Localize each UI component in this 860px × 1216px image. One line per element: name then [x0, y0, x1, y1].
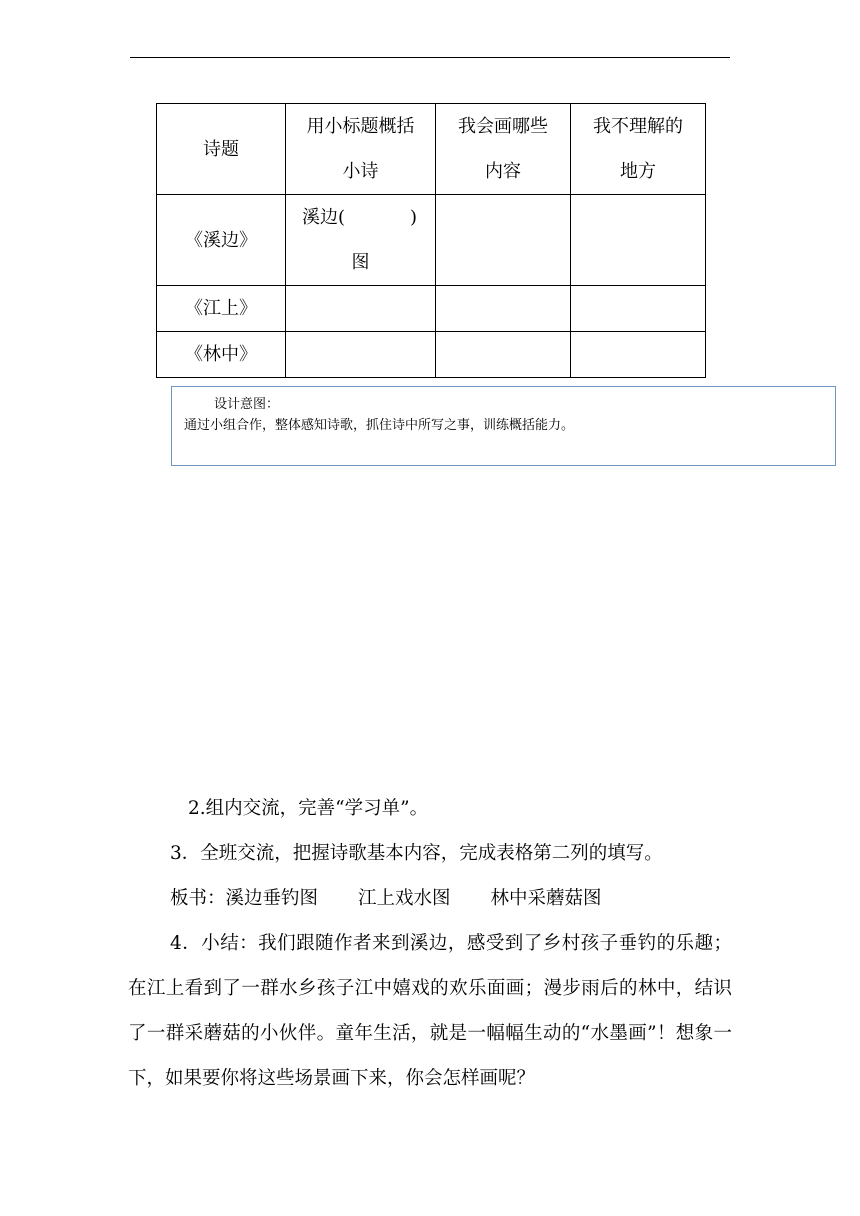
summary-fill-cell[interactable]	[286, 332, 436, 378]
table-row	[157, 332, 706, 378]
summary-fill-cell[interactable]	[286, 195, 436, 286]
board-label: 板书：	[170, 888, 226, 909]
summary-suffix: )	[409, 207, 417, 228]
unclear-cell[interactable]	[571, 286, 706, 332]
poem-title-cell: 《江上》	[157, 286, 286, 332]
draw-cell[interactable]	[436, 332, 571, 378]
poem-title-cell: 《溪边》	[157, 195, 286, 286]
board-item: 江上戏水图	[358, 888, 451, 909]
paragraph-group-exchange: 2.组内交流，完善“学习单”。	[188, 798, 429, 819]
draw-cell[interactable]	[436, 286, 571, 332]
design-intent-text: 通过小组合作，整体感知诗歌，抓住诗中所写之事，训练概括能力。	[184, 418, 575, 433]
board-writing	[128, 876, 732, 921]
unclear-cell[interactable]	[571, 195, 706, 286]
table-row	[157, 195, 706, 286]
design-intent-box	[171, 386, 836, 466]
draw-cell[interactable]	[436, 195, 571, 286]
summary-prefix: 溪边(	[302, 207, 346, 228]
design-intent-title: 设计意图：	[214, 397, 280, 412]
table-header-row	[157, 104, 706, 195]
study-sheet-table	[156, 103, 706, 378]
poem-title-cell: 《林中》	[157, 332, 286, 378]
board-item: 溪边垂钓图	[225, 888, 319, 909]
summary-tail: 图	[351, 252, 370, 273]
header-rule	[130, 57, 730, 58]
header-poem-title: 诗题	[157, 104, 286, 195]
paragraph-summary: 4．小结：我们跟随作者来到溪边，感受到了乡村孩子垂钓的乐趣；在江上看到了一群水乡孩子江中嬉戏的欢乐面画；漫步雨后的林中，结识了一群采蘑菇的小伙伴。童年生活，就是一幅幅生动的“水墨画”！想象一下，如果要你将这些场景画下来，你会怎样画呢？	[128, 933, 732, 1089]
header-summary: 用小标题概括 小诗	[286, 104, 436, 195]
header-draw: 我会画哪些 内容	[436, 104, 571, 195]
paragraph-class-exchange: 3．全班交流，把握诗歌基本内容，完成表格第二列的填写。	[170, 843, 663, 864]
unclear-cell[interactable]	[571, 332, 706, 378]
header-unclear: 我不理解的 地方	[571, 104, 706, 195]
board-item: 林中采蘑菇图	[490, 888, 602, 909]
table-row	[157, 286, 706, 332]
summary-fill-cell[interactable]	[286, 286, 436, 332]
